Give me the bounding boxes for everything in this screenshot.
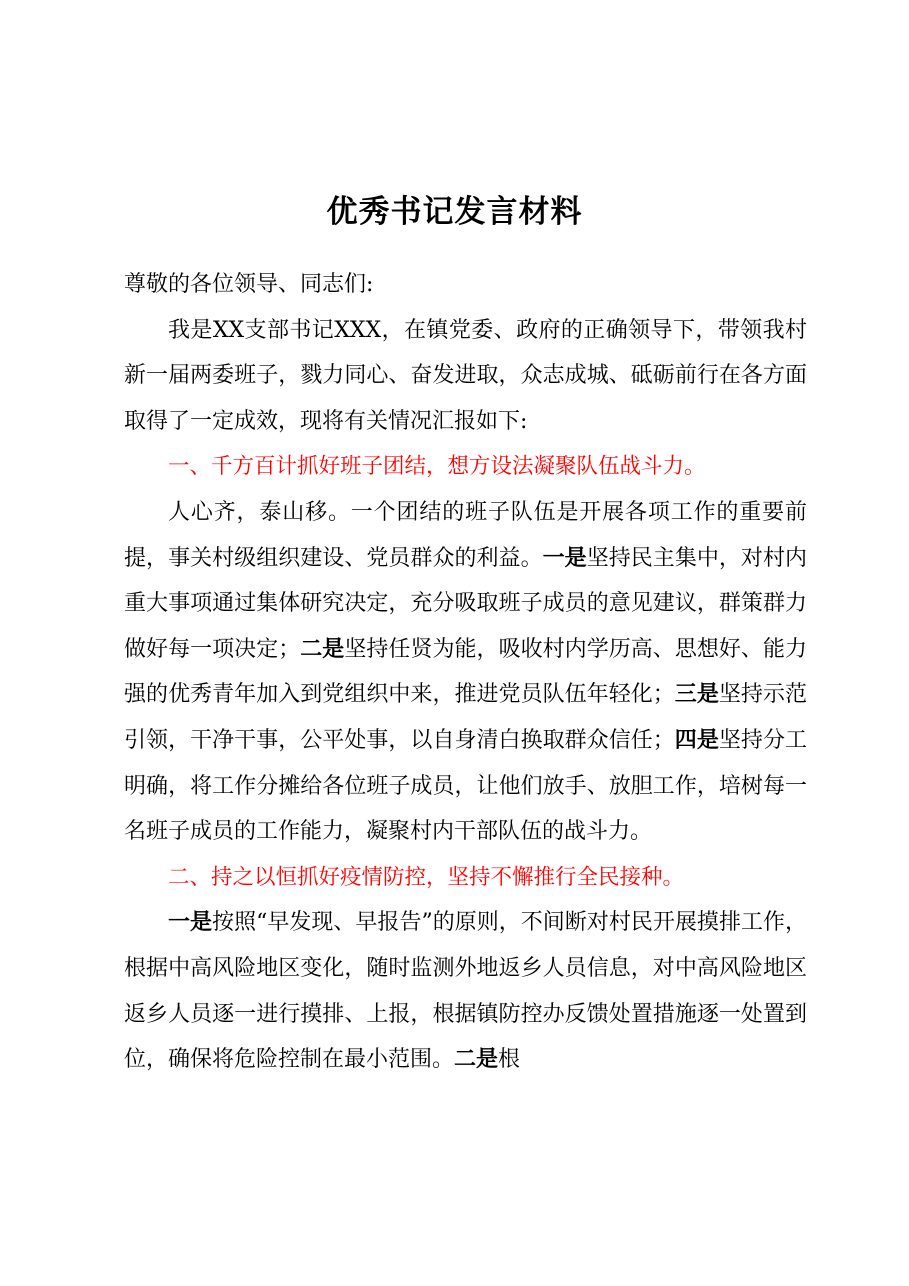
- section-1-paragraph: [124, 490, 807, 855]
- section-1-lead: 人心齐，泰山移。一个团结的班子队伍是开展各项工作的重要前提，事关村级组织建设、党员群众的利益。: [124, 499, 807, 571]
- section-2-point-1-text: 按照“早发现、早报告”的原则，不间断对村民开展摸排工作，根据中高风险地区变化，随时监测外地返乡人员信息，对中高风险地区返乡人员逐一进行摸排、上报，根据镇防控办反馈处置措施逐一处置到位，确保将危险控制在最小范围。: [124, 910, 807, 1073]
- section-2-heading: 二、持之以恒抓好疫情防控，坚持不懈推行全民接种。: [168, 864, 685, 890]
- intro-paragraph: 我是XX支部书记XXX，在镇党委、政府的正确领导下，带领我村新一届两委班子，戮力同心、奋发进取，众志成城、砥砺前行在各方面取得了一定成效，现将有关情况汇报如下:: [124, 317, 807, 434]
- section-1-point-2-text: 坚持任贤为能，吸收村内学历高、思想好、能力强的优秀青年加入到党组织中来，推进党员队伍年轻化；: [124, 636, 807, 708]
- salutation: 尊敬的各位领导、同志们:: [124, 272, 374, 297]
- section-1-point-3-text: 坚持示范引领，干净干事，公平处事，以自身清白换取群众信任；: [124, 682, 807, 753]
- section-1-point-1-keyword: 一是: [542, 545, 587, 571]
- section-2-point-1-keyword: 一是: [168, 910, 213, 936]
- section-2-paragraph: [124, 900, 807, 1082]
- section-2-point-2-keyword: 二是: [454, 1047, 499, 1073]
- document-title: 优秀书记发言材料: [326, 194, 583, 230]
- section-1-heading: 一、千方百计抓好班子团结，想方设法凝聚队伍战斗力。: [168, 454, 706, 480]
- section-1-point-4-keyword: 四是: [674, 727, 719, 753]
- section-1-point-1-text: 坚持民主集中，对村内重大事项通过集体研究决定，充分吸取班子成员的意见建议，群策群力做好每一项决定；: [124, 545, 807, 662]
- section-1-point-2-keyword: 二是: [300, 636, 345, 662]
- section-1-point-4-text: 坚持分工明确，将工作分摊给各位班子成员，让他们放手、放胆工作，培树每一名班子成员的工作能力，凝聚村内干部队伍的战斗力。: [124, 727, 807, 845]
- document-body: [124, 262, 807, 1083]
- section-1-point-3-keyword: 三是: [674, 682, 719, 708]
- section-2-point-2-text: 根: [498, 1047, 521, 1073]
